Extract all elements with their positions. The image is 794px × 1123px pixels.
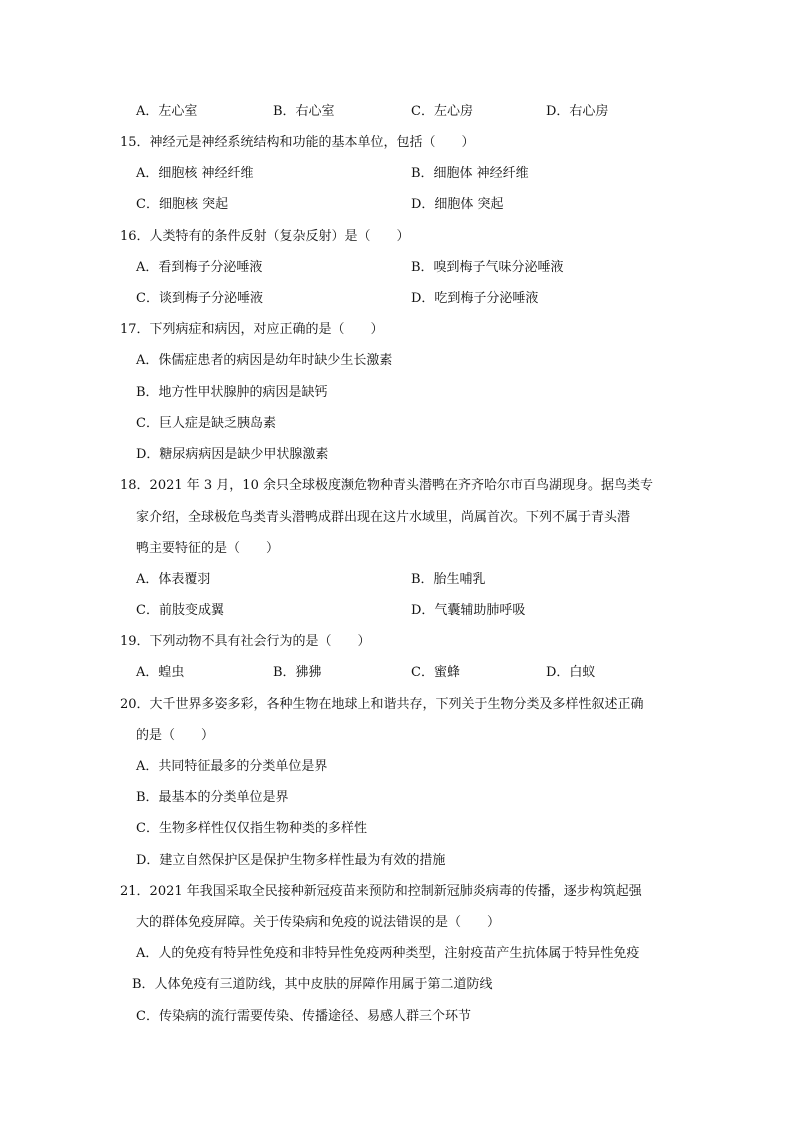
q15-option-a: A．细胞核 神经纤维 [136,166,254,181]
q14-option-a: A．左心室 [136,104,198,119]
q18-option-d: D．气囊辅助肺呼吸 [411,603,526,618]
q19-option-b: B．狒狒 [273,665,322,680]
q20-stem-line-2: 的是（ ） [136,728,215,743]
q17-option-d: D．糖尿病病因是缺少甲状腺激素 [136,447,329,462]
q21-stem-line-1: 21．2021 年我国采取全民接种新冠疫苗来预防和控制新冠肺炎病毒的传播，逐步构筑起强 [120,884,642,899]
q17-option-c: C．巨人症是缺乏胰岛素 [136,416,276,431]
q18-stem-line-1: 18．2021 年 3 月，10 余只全球极度濒危物种青头潜鸭在齐齐哈尔市百鸟湖现身。据鸟类专 [120,478,653,493]
q21-stem-line-2: 大的群体免疫屏障。关于传染病和免疫的说法错误的是（ ） [136,915,501,930]
q14-option-b: B．右心室 [273,104,335,119]
q16-option-c: C．谈到梅子分泌唾液 [136,291,263,306]
q17-option-a: A．侏儒症患者的病因是幼年时缺少生长激素 [136,353,393,368]
q18-option-a: A．体表覆羽 [136,572,211,587]
q21-option-c: C．传染病的流行需要传染、传播途径、易感人群三个环节 [136,1009,471,1024]
q16-option-b: B．嗅到梅子气味分泌唾液 [411,260,564,275]
q19-option-a: A．蝗虫 [136,665,185,680]
q18-option-b: B．胎生哺乳 [411,572,486,587]
q21-option-a: A．人的免疫有特异性免疫和非特异性免疫两种类型，注射疫苗产生抗体属于特异性免疫 [136,946,640,961]
q17-option-b: B．地方性甲状腺肿的病因是缺钙 [136,385,328,400]
q16-stem: 16．人类特有的条件反射（复杂反射）是（ ） [120,229,410,244]
q19-stem: 19．下列动物不具有社会行为的是（ ） [120,634,371,649]
q18-option-c: C．前肢变成翼 [136,603,224,618]
q15-stem: 15．神经元是神经系统结构和功能的基本单位，包括（ ） [120,135,475,150]
q18-stem-line-3: 鸭主要特征的是（ ） [136,541,280,556]
q19-option-c: C．蜜蜂 [411,665,460,680]
q21-option-b: B．人体免疫有三道防线，其中皮肤的屏障作用属于第二道防线 [132,977,493,992]
q17-stem: 17．下列病症和病因，对应正确的是（ ） [120,322,384,337]
q18-stem-line-2: 家介绍，全球极危鸟类青头潜鸭成群出现在这片水域里，尚属首次。下列不属于青头潜 [136,510,631,525]
q14-option-d: D．右心房 [546,104,609,119]
q15-option-c: C．细胞核 突起 [136,197,229,212]
q15-option-b: B．细胞体 神经纤维 [411,166,529,181]
q20-stem-line-1: 20．大千世界多姿多彩，各种生物在地球上和谐共存，下列关于生物分类及多样性叙述正确 [120,697,644,712]
q16-option-a: A．看到梅子分泌唾液 [136,260,263,275]
q20-option-c: C．生物多样性仅仅指生物种类的多样性 [136,821,367,836]
q14-option-c: C．左心房 [411,104,473,119]
q16-option-d: D．吃到梅子分泌唾液 [411,291,539,306]
q19-option-d: D．白蚁 [546,665,596,680]
q20-option-b: B．最基本的分类单位是界 [136,790,289,805]
q20-option-d: D．建立自然保护区是保护生物多样性最为有效的措施 [136,853,446,868]
q15-option-d: D．细胞体 突起 [411,197,504,212]
q20-option-a: A．共同特征最多的分类单位是界 [136,759,328,774]
